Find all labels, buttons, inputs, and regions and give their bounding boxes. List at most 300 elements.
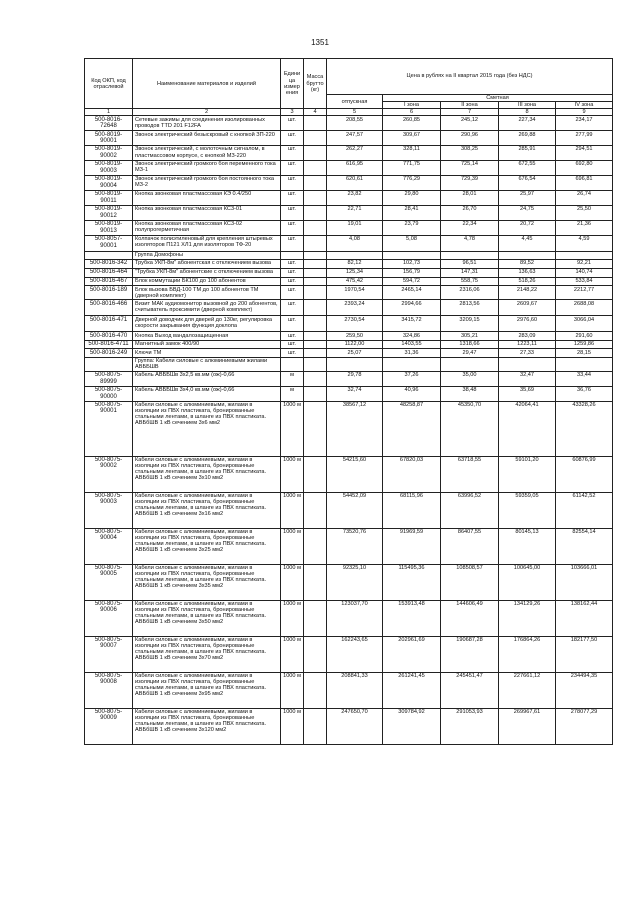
cell-price: 29,47 bbox=[441, 349, 499, 357]
cell-price: 2976,60 bbox=[499, 316, 556, 332]
cell-code: 500-8019-90002 bbox=[85, 145, 133, 160]
cell-price: 42064,41 bbox=[499, 401, 556, 456]
column-index: 2 bbox=[133, 109, 281, 116]
cell-code: 500-8075-90005 bbox=[85, 564, 133, 600]
table-row bbox=[85, 672, 613, 708]
cell-code: 500-8075-90007 bbox=[85, 636, 133, 672]
cell-price: 100645,00 bbox=[499, 564, 556, 600]
cell-mass bbox=[304, 116, 327, 131]
cell-price: 38,48 bbox=[441, 386, 499, 401]
cell-price: 54452,09 bbox=[327, 492, 383, 528]
table-row bbox=[85, 332, 613, 340]
header-zone-3: III зона bbox=[499, 102, 556, 109]
cell-price: 676,54 bbox=[499, 175, 556, 190]
cell-price: 92325,10 bbox=[327, 564, 383, 600]
cell-mass bbox=[304, 316, 327, 332]
cell-mass bbox=[304, 190, 327, 205]
cell-price: 558,75 bbox=[441, 277, 499, 285]
cell-price: 4,08 bbox=[327, 235, 383, 251]
cell-price: 247,57 bbox=[327, 131, 383, 146]
cell-unit: 1000 м bbox=[281, 600, 304, 636]
cell-price: 24,75 bbox=[499, 205, 556, 220]
column-index: 4 bbox=[304, 109, 327, 116]
cell-price: 125,34 bbox=[327, 268, 383, 277]
cell-price: 36,76 bbox=[556, 386, 613, 401]
cell-unit: шт. bbox=[281, 145, 304, 160]
cell-code: 500-8075-90001 bbox=[85, 401, 133, 456]
cell-price: 291053,93 bbox=[441, 708, 499, 744]
cell-mass bbox=[304, 277, 327, 285]
cell-price: 32,74 bbox=[327, 386, 383, 401]
cell-mass bbox=[304, 251, 327, 259]
cell-price: 22,71 bbox=[327, 205, 383, 220]
table-row bbox=[85, 205, 613, 220]
header-name: Наименование материалов и изделий bbox=[133, 59, 281, 109]
cell-price: 729,39 bbox=[441, 175, 499, 190]
cell-price: 25,07 bbox=[327, 349, 383, 357]
cell-unit: м bbox=[281, 371, 304, 386]
cell-price bbox=[556, 357, 613, 371]
cell-price: 59359,05 bbox=[499, 492, 556, 528]
cell-name: Сетевые зажимы для соединения изолированных проводов TTD 201 F12FA bbox=[133, 116, 281, 131]
cell-price: 73520,76 bbox=[327, 528, 383, 564]
cell-price bbox=[499, 357, 556, 371]
cell-price: 22,34 bbox=[441, 220, 499, 235]
cell-code bbox=[85, 251, 133, 259]
cell-unit: шт. bbox=[281, 220, 304, 235]
cell-mass bbox=[304, 401, 327, 456]
cell-price: 20,72 bbox=[499, 220, 556, 235]
cell-name: Трубка УКП-8м" абонентская с отключением вызова bbox=[133, 259, 281, 268]
cell-unit: м bbox=[281, 386, 304, 401]
cell-name: Звонок электрический безыскровый с кнопкой ЗП-220 bbox=[133, 131, 281, 146]
cell-price: 147,31 bbox=[441, 268, 499, 277]
cell-code: 500-8019-90013 bbox=[85, 220, 133, 235]
cell-price: 2609,67 bbox=[499, 300, 556, 316]
cell-mass bbox=[304, 160, 327, 175]
cell-name: Магнитный замок 400/90 bbox=[133, 340, 281, 348]
cell-price: 153913,48 bbox=[383, 600, 441, 636]
cell-unit: шт. bbox=[281, 316, 304, 332]
cell-mass bbox=[304, 600, 327, 636]
cell-code: 500-8075-90002 bbox=[85, 456, 133, 492]
cell-unit: шт. bbox=[281, 160, 304, 175]
table-row bbox=[85, 175, 613, 190]
cell-price: 309784,92 bbox=[383, 708, 441, 744]
header-price: Цена в рублях на II квартал 2015 года (без НДС) bbox=[327, 59, 613, 95]
cell-price: 80145,13 bbox=[499, 528, 556, 564]
cell-price: 776,29 bbox=[383, 175, 441, 190]
cell-price: 28,15 bbox=[556, 349, 613, 357]
table-row bbox=[85, 316, 613, 332]
cell-mass bbox=[304, 492, 327, 528]
cell-price: 3415,72 bbox=[383, 316, 441, 332]
cell-price bbox=[327, 357, 383, 371]
cell-unit: шт. bbox=[281, 131, 304, 146]
cell-price: 475,42 bbox=[327, 277, 383, 285]
cell-price: 208841,33 bbox=[327, 672, 383, 708]
cell-price: 43328,26 bbox=[556, 401, 613, 456]
cell-price: 2730,54 bbox=[327, 316, 383, 332]
cell-mass bbox=[304, 386, 327, 401]
cell-name: Кабели силовые с алюминиевыми, жилами в изоляции из ПВХ пластиката, бронированные стальными лентами, в шланге из ПВХ пластиката. АВБбШВ 1 кВ сечением 3х10 мм2 bbox=[133, 456, 281, 492]
cell-price: 27,33 bbox=[499, 349, 556, 357]
cell-price: 1318,66 bbox=[441, 340, 499, 348]
cell-mass bbox=[304, 564, 327, 600]
cell-price: 29,78 bbox=[327, 371, 383, 386]
column-index: 1 bbox=[85, 109, 133, 116]
table-row bbox=[85, 268, 613, 277]
cell-name: Группа Домофоны bbox=[133, 251, 281, 259]
cell-price: 202961,69 bbox=[383, 636, 441, 672]
cell-code: 500-8075-90006 bbox=[85, 600, 133, 636]
cell-price: 40,96 bbox=[383, 386, 441, 401]
table-row bbox=[85, 251, 613, 259]
cell-price: 771,75 bbox=[383, 160, 441, 175]
cell-price: 518,26 bbox=[499, 277, 556, 285]
cell-name: Колпачок полиэтиленовый для крепления штыревых изоляторов П121 ХЛ1 для изоляторов ТФ-20 bbox=[133, 235, 281, 251]
cell-name: Кабели силовые с алюминиевыми, жилами в изоляции из ПВХ пластиката, бронированные стальными лентами, в шланге из ПВХ пластиката. АВБбШВ 1 кВ сечением 3х120 мм2 bbox=[133, 708, 281, 744]
cell-price: 260,85 bbox=[383, 116, 441, 131]
cell-mass bbox=[304, 220, 327, 235]
cell-unit: шт. bbox=[281, 268, 304, 277]
cell-price: 245,12 bbox=[441, 116, 499, 131]
cell-price: 5,08 bbox=[383, 235, 441, 251]
cell-mass bbox=[304, 636, 327, 672]
cell-code: 500-8016-464 bbox=[85, 268, 133, 277]
cell-unit: 1000 м bbox=[281, 528, 304, 564]
cell-mass bbox=[304, 175, 327, 190]
table-row bbox=[85, 349, 613, 357]
cell-price: 308,25 bbox=[441, 145, 499, 160]
cell-price: 725,14 bbox=[441, 160, 499, 175]
cell-price: 190687,28 bbox=[441, 636, 499, 672]
cell-price: 2994,66 bbox=[383, 300, 441, 316]
cell-name: Звонок электрический, с молоточным сигналом, в пластмассовом корпусе, с кнопкой МЗ-220 bbox=[133, 145, 281, 160]
header-code: Код ОКП, код отраслевой bbox=[85, 59, 133, 109]
cell-price: 23,82 bbox=[327, 190, 383, 205]
cell-price: 48258,87 bbox=[383, 401, 441, 456]
cell-code: 500-8075-90004 bbox=[85, 528, 133, 564]
cell-price: 29,80 bbox=[383, 190, 441, 205]
cell-unit: шт. bbox=[281, 175, 304, 190]
cell-code: 500-8019-90011 bbox=[85, 190, 133, 205]
column-index: 9 bbox=[556, 109, 613, 116]
cell-price: 328,11 bbox=[383, 145, 441, 160]
cell-price: 68115,96 bbox=[383, 492, 441, 528]
cell-price: 25,97 bbox=[499, 190, 556, 205]
cell-code: 500-8019-90012 bbox=[85, 205, 133, 220]
cell-price: 136,63 bbox=[499, 268, 556, 277]
cell-code: 500-8016-72648 bbox=[85, 116, 133, 131]
cell-unit: шт. bbox=[281, 340, 304, 348]
cell-price: 309,67 bbox=[383, 131, 441, 146]
cell-price bbox=[383, 251, 441, 259]
column-index: 8 bbox=[499, 109, 556, 116]
cell-code: 500-8019-90001 bbox=[85, 131, 133, 146]
cell-name: Кабели силовые с алюминиевыми, жилами в изоляции из ПВХ пластиката, бронированные стальными лентами, в шланге из ПВХ пластиката. АВБбШВ 1 кВ сечением 3х95 мм2 bbox=[133, 672, 281, 708]
table-row bbox=[85, 492, 613, 528]
cell-price: 269,88 bbox=[499, 131, 556, 146]
table-row bbox=[85, 160, 613, 175]
cell-price: 23,79 bbox=[383, 220, 441, 235]
cell-price: 283,09 bbox=[499, 332, 556, 340]
table-row bbox=[85, 145, 613, 160]
cell-mass bbox=[304, 268, 327, 277]
cell-price: 692,80 bbox=[556, 160, 613, 175]
cell-name: Кабели силовые с алюминиевыми, жилами в изоляции из ПВХ пластиката, бронированные стальными лентами, в шланге из ПВХ пластиката. АВБбШВ 1 кВ сечением 3х70 мм2 bbox=[133, 636, 281, 672]
cell-price: 82,12 bbox=[327, 259, 383, 268]
cell-name: Кнопка звонковая пластмассовая КЭ 0.4/250 bbox=[133, 190, 281, 205]
cell-code: 500-8075-90003 bbox=[85, 492, 133, 528]
cell-price: 103666,01 bbox=[556, 564, 613, 600]
header-zone-1: I зона bbox=[383, 102, 441, 109]
cell-price: 26,74 bbox=[556, 190, 613, 205]
table-row bbox=[85, 277, 613, 285]
cell-code: 500-8075-89999 bbox=[85, 371, 133, 386]
cell-code: 500-8016-342 bbox=[85, 259, 133, 268]
cell-price: 182177,50 bbox=[556, 636, 613, 672]
cell-price: 2148,22 bbox=[499, 286, 556, 300]
cell-unit: шт. bbox=[281, 286, 304, 300]
cell-price: 176864,26 bbox=[499, 636, 556, 672]
cell-unit: шт. bbox=[281, 259, 304, 268]
cell-price: 2212,77 bbox=[556, 286, 613, 300]
cell-code: 500-8016-471 bbox=[85, 316, 133, 332]
cell-mass bbox=[304, 286, 327, 300]
cell-unit: 1000 м bbox=[281, 636, 304, 672]
cell-price: 19,01 bbox=[327, 220, 383, 235]
cell-unit: шт. bbox=[281, 332, 304, 340]
header-row bbox=[85, 59, 613, 95]
cell-name: Ключи ТМ bbox=[133, 349, 281, 357]
cell-price: 92,21 bbox=[556, 259, 613, 268]
header-zone-4: IV зона bbox=[556, 102, 613, 109]
table-row bbox=[85, 371, 613, 386]
cell-price: 60876,99 bbox=[556, 456, 613, 492]
cell-mass bbox=[304, 205, 327, 220]
cell-mass bbox=[304, 235, 327, 251]
cell-mass bbox=[304, 259, 327, 268]
cell-price: 620,61 bbox=[327, 175, 383, 190]
cell-code: 500-8016-249 bbox=[85, 349, 133, 357]
cell-name: Кабели силовые с алюминиевыми, жилами в изоляции из ПВХ пластиката, бронированные стальными лентами, в шланге из ПВХ пластиката. АВБбШВ 1 кВ сечением 3х35 мм2 bbox=[133, 564, 281, 600]
cell-price: 4,59 bbox=[556, 235, 613, 251]
cell-price: 108508,57 bbox=[441, 564, 499, 600]
page-number: 1351 bbox=[311, 38, 329, 47]
cell-price bbox=[499, 251, 556, 259]
table-row bbox=[85, 286, 613, 300]
cell-name: Кабели силовые с алюминиевыми, жилами в изоляции из ПВХ пластиката, бронированные стальными лентами, в шланге из ПВХ пластиката. АВБбШВ 1 кВ сечением 3х50 мм2 bbox=[133, 600, 281, 636]
cell-price: 144606,49 bbox=[441, 600, 499, 636]
table-row bbox=[85, 636, 613, 672]
cell-name: Блок коммутации БК100 до 100 абонентов bbox=[133, 277, 281, 285]
cell-price: 26,70 bbox=[441, 205, 499, 220]
cell-price: 59101,20 bbox=[499, 456, 556, 492]
cell-mass bbox=[304, 131, 327, 146]
cell-name: Блок вызова БВД-100 ТМ до 100 абонентов ТМ (дверной комплект) bbox=[133, 286, 281, 300]
cell-price: 32,47 bbox=[499, 371, 556, 386]
cell-name: Дверной доводчик для дверей до 130кг, регулировка скорости закрывания функция доклопа bbox=[133, 316, 281, 332]
cell-code: 500-8057-90001 bbox=[85, 235, 133, 251]
cell-price bbox=[441, 357, 499, 371]
cell-price: 96,51 bbox=[441, 259, 499, 268]
cell-price: 1403,55 bbox=[383, 340, 441, 348]
cell-price: 533,84 bbox=[556, 277, 613, 285]
header-transport: Сметная bbox=[383, 95, 613, 102]
cell-mass bbox=[304, 708, 327, 744]
cell-price: 21,36 bbox=[556, 220, 613, 235]
table-row bbox=[85, 708, 613, 744]
cell-name: Кабели силовые с алюминиевыми, жилами в изоляции из ПВХ пластиката, бронированные стальными лентами, в шланге из ПВХ пластиката. АВБбШВ 1 кВ сечением 3х16 мм2 bbox=[133, 492, 281, 528]
column-index: 5 bbox=[327, 109, 383, 116]
cell-mass bbox=[304, 340, 327, 348]
cell-price: 294,51 bbox=[556, 145, 613, 160]
cell-price: 63996,52 bbox=[441, 492, 499, 528]
cell-name: Кабель АВББШв 3х2,5 кв.мм (ож)-0,66 bbox=[133, 371, 281, 386]
cell-price: 134129,26 bbox=[499, 600, 556, 636]
cell-code: 500-8016-4711 bbox=[85, 340, 133, 348]
table-row bbox=[85, 340, 613, 348]
cell-price: 35,00 bbox=[441, 371, 499, 386]
cell-price: 102,73 bbox=[383, 259, 441, 268]
cell-name: Кнопка звонковая пластмассовая КС3-01 bbox=[133, 205, 281, 220]
table-row bbox=[85, 116, 613, 131]
cell-price bbox=[383, 357, 441, 371]
cell-mass bbox=[304, 456, 327, 492]
cell-price: 37,26 bbox=[383, 371, 441, 386]
cell-name: Кнопка Выход вандалозащищенная bbox=[133, 332, 281, 340]
cell-price: 305,21 bbox=[441, 332, 499, 340]
cell-price: 140,74 bbox=[556, 268, 613, 277]
cell-price: 3209,15 bbox=[441, 316, 499, 332]
table-row bbox=[85, 235, 613, 251]
cell-price: 208,55 bbox=[327, 116, 383, 131]
cell-name: Кабели силовые с алюминиевыми, жилами в изоляции из ПВХ пластиката, бронированные стальными лентами, в шланге из ПВХ пластиката. АВБбШВ 1 кВ сечением 3х6 мм2 bbox=[133, 401, 281, 456]
cell-price: 138162,44 bbox=[556, 600, 613, 636]
cell-price: 4,78 bbox=[441, 235, 499, 251]
cell-mass bbox=[304, 528, 327, 564]
cell-unit bbox=[281, 251, 304, 259]
cell-unit: 1000 м bbox=[281, 672, 304, 708]
cell-price: 324,86 bbox=[383, 332, 441, 340]
column-index: 6 bbox=[383, 109, 441, 116]
cell-price: 234494,35 bbox=[556, 672, 613, 708]
cell-unit: 1000 м bbox=[281, 708, 304, 744]
cell-code bbox=[85, 357, 133, 371]
cell-price: 291,60 bbox=[556, 332, 613, 340]
table-row bbox=[85, 357, 613, 371]
table-row bbox=[85, 456, 613, 492]
cell-mass bbox=[304, 300, 327, 316]
cell-name: Звонок электрический громкого боя постоянного тока МЗ-2 bbox=[133, 175, 281, 190]
cell-price: 2465,14 bbox=[383, 286, 441, 300]
cell-unit: шт. bbox=[281, 300, 304, 316]
cell-price: 38567,12 bbox=[327, 401, 383, 456]
cell-mass bbox=[304, 357, 327, 371]
cell-mass bbox=[304, 371, 327, 386]
cell-unit: шт. bbox=[281, 190, 304, 205]
cell-price: 28,41 bbox=[383, 205, 441, 220]
cell-price: 616,95 bbox=[327, 160, 383, 175]
cell-price: 1259,86 bbox=[556, 340, 613, 348]
cell-price: 3066,04 bbox=[556, 316, 613, 332]
cell-code: 500-8075-90000 bbox=[85, 386, 133, 401]
cell-name: "Трубка УКП-8м" абонентские с отключением вызова bbox=[133, 268, 281, 277]
cell-code: 500-8016-189 bbox=[85, 286, 133, 300]
cell-price: 63718,55 bbox=[441, 456, 499, 492]
cell-unit bbox=[281, 357, 304, 371]
cell-price: 262,27 bbox=[327, 145, 383, 160]
cell-code: 500-8019-90004 bbox=[85, 175, 133, 190]
cell-unit: шт. bbox=[281, 277, 304, 285]
cell-code: 500-8075-90008 bbox=[85, 672, 133, 708]
cell-price: 4,45 bbox=[499, 235, 556, 251]
cell-price: 54215,60 bbox=[327, 456, 383, 492]
table-row bbox=[85, 528, 613, 564]
cell-price: 2688,08 bbox=[556, 300, 613, 316]
column-index-row bbox=[85, 109, 613, 116]
cell-price: 61142,52 bbox=[556, 492, 613, 528]
cell-price: 269967,61 bbox=[499, 708, 556, 744]
cell-price: 2813,56 bbox=[441, 300, 499, 316]
cell-name: Кабель АВББШв 3х4,0 кв.мм (ож)-0,66 bbox=[133, 386, 281, 401]
cell-price: 2393,24 bbox=[327, 300, 383, 316]
cell-price: 28,01 bbox=[441, 190, 499, 205]
cell-unit: 1000 м bbox=[281, 456, 304, 492]
table-row bbox=[85, 259, 613, 268]
cell-unit: 1000 м bbox=[281, 564, 304, 600]
cell-name: Группа: Кабели силовые с алюминиевыми жилами АВББШВ bbox=[133, 357, 281, 371]
cell-price: 25,50 bbox=[556, 205, 613, 220]
table-row bbox=[85, 401, 613, 456]
table-row bbox=[85, 600, 613, 636]
cell-price: 115495,36 bbox=[383, 564, 441, 600]
cell-name: Кнопка звонковая пластмассовая КС3-02 полупрогерметичная bbox=[133, 220, 281, 235]
cell-price: 123037,70 bbox=[327, 600, 383, 636]
cell-price: 31,36 bbox=[383, 349, 441, 357]
cell-code: 500-8016-467 bbox=[85, 277, 133, 285]
cell-name: Звонок электрический громкого боя переменного тока МЗ-1 bbox=[133, 160, 281, 175]
cell-mass bbox=[304, 672, 327, 708]
cell-price: 67820,03 bbox=[383, 456, 441, 492]
cell-price: 1223,11 bbox=[499, 340, 556, 348]
cell-price: 278077,29 bbox=[556, 708, 613, 744]
cell-price: 227661,12 bbox=[499, 672, 556, 708]
table-row bbox=[85, 220, 613, 235]
cell-price: 285,91 bbox=[499, 145, 556, 160]
cell-price: 1122,00 bbox=[327, 340, 383, 348]
cell-price: 33,44 bbox=[556, 371, 613, 386]
table-row bbox=[85, 131, 613, 146]
cell-unit: шт. bbox=[281, 205, 304, 220]
cell-price: 1970,54 bbox=[327, 286, 383, 300]
table-row bbox=[85, 190, 613, 205]
cell-price: 91969,59 bbox=[383, 528, 441, 564]
cell-unit: шт. bbox=[281, 349, 304, 357]
cell-price: 82554,14 bbox=[556, 528, 613, 564]
cell-price: 290,96 bbox=[441, 131, 499, 146]
cell-code: 500-8016-470 bbox=[85, 332, 133, 340]
cell-price: 2316,06 bbox=[441, 286, 499, 300]
cell-unit: шт. bbox=[281, 116, 304, 131]
cell-price: 45350,70 bbox=[441, 401, 499, 456]
cell-price: 696,81 bbox=[556, 175, 613, 190]
cell-price: 156,79 bbox=[383, 268, 441, 277]
cell-unit: шт. bbox=[281, 235, 304, 251]
cell-unit: 1000 м bbox=[281, 401, 304, 456]
cell-price bbox=[327, 251, 383, 259]
